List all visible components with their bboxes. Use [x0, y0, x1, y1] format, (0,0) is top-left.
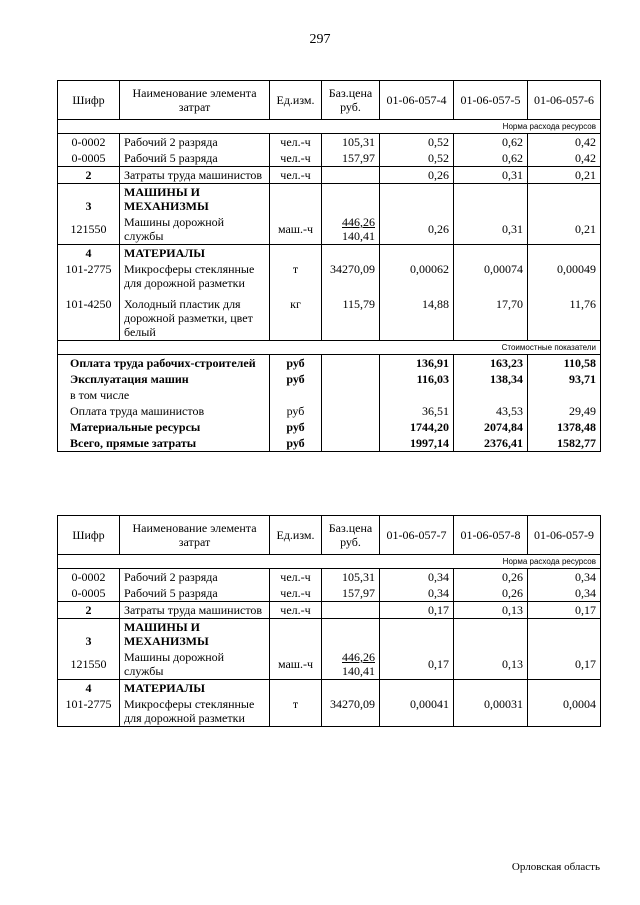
row-name: Рабочий 5 разряда — [120, 585, 270, 602]
header-row — [58, 81, 601, 120]
cost-value-2: 163,23 — [454, 355, 528, 372]
header-price: Баз.цена руб. — [322, 81, 380, 120]
row-value-3: 0,0004 — [528, 696, 601, 727]
row-code: 0-0005 — [58, 585, 120, 602]
row-unit: чел.-ч — [270, 167, 322, 184]
header-price: Баз.цена руб. — [322, 516, 380, 555]
row-code: 4 — [58, 245, 120, 262]
row-name: МАШИНЫ И МЕХАНИЗМЫ — [120, 619, 270, 650]
row-value-3: 0,21 — [528, 214, 601, 245]
table-row — [58, 134, 601, 151]
row-code: 3 — [58, 619, 120, 650]
row-code: 4 — [58, 680, 120, 697]
row-value-2: 0,13 — [454, 649, 528, 680]
row-value-1: 0,34 — [380, 585, 454, 602]
norm-label-row — [58, 120, 601, 134]
row-name: Микросферы стеклянные для дорожной разметки — [120, 261, 270, 291]
row-value-1: 0,34 — [380, 569, 454, 586]
row-value-2: 0,26 — [454, 569, 528, 586]
row-value-1: 0,52 — [380, 150, 454, 167]
row-unit: кг — [270, 291, 322, 341]
row-code: 3 — [58, 184, 120, 215]
row-price — [322, 602, 380, 619]
row-name: Машины дорожной службы — [120, 649, 270, 680]
price-primary: 446,26 — [342, 650, 375, 664]
cost-unit: руб — [270, 435, 322, 452]
cost-value-2: 43,53 — [454, 403, 528, 419]
resource-norm-table-1 — [57, 80, 601, 452]
price-secondary: 140,41 — [342, 229, 375, 243]
cost-value-3: 1378,48 — [528, 419, 601, 435]
row-unit: чел.-ч — [270, 585, 322, 602]
row-value-3: 0,00049 — [528, 261, 601, 291]
row-code: 101-2775 — [58, 261, 120, 291]
row-value-2: 0,13 — [454, 602, 528, 619]
table-row — [58, 585, 601, 602]
cost-value-3: 1582,77 — [528, 435, 601, 452]
table-row — [58, 150, 601, 167]
row-value-2: 0,62 — [454, 134, 528, 151]
row-price — [322, 167, 380, 184]
row-value-2: 17,70 — [454, 291, 528, 341]
row-value-3: 0,21 — [528, 167, 601, 184]
cost-row — [58, 371, 601, 387]
row-unit: чел.-ч — [270, 602, 322, 619]
header-col-1: 01-06-057-7 — [380, 516, 454, 555]
cost-value-1: 136,91 — [380, 355, 454, 372]
row-value-1: 0,52 — [380, 134, 454, 151]
header-col-1: 01-06-057-4 — [380, 81, 454, 120]
table-row — [58, 214, 601, 245]
cost-name: Оплата труда машинистов — [58, 403, 270, 419]
norm-label-row — [58, 555, 601, 569]
header-unit: Ед.изм. — [270, 81, 322, 120]
price-secondary: 140,41 — [342, 664, 375, 678]
row-value-1: 0,00041 — [380, 696, 454, 727]
header-row — [58, 516, 601, 555]
row-price: 105,31 — [322, 134, 380, 151]
row-code: 121550 — [58, 649, 120, 680]
row-code: 0-0002 — [58, 569, 120, 586]
cost-name: Эксплуатация машин — [58, 371, 270, 387]
footer-region-label: Орловская область — [511, 861, 600, 873]
row-name: МАТЕРИАЛЫ — [120, 245, 270, 262]
header-col-3: 01-06-057-9 — [528, 516, 601, 555]
table-row — [58, 167, 601, 184]
row-name: Рабочий 2 разряда — [120, 569, 270, 586]
cost-unit: руб — [270, 403, 322, 419]
row-value-3: 0,17 — [528, 602, 601, 619]
page-number: 297 — [309, 32, 331, 47]
table-row — [58, 261, 601, 291]
row-value-1: 0,17 — [380, 602, 454, 619]
row-name: Затраты труда машинистов — [120, 167, 270, 184]
row-price — [322, 214, 380, 245]
cost-value-1: 36,51 — [380, 403, 454, 419]
cost-name: Оплата труда рабочих-строителей — [58, 355, 270, 372]
row-code: 0-0005 — [58, 150, 120, 167]
row-value-3: 0,42 — [528, 150, 601, 167]
header-name: Наименование элемента затрат — [120, 81, 270, 120]
cost-name: Всего, прямые затраты — [58, 435, 270, 452]
row-price: 157,97 — [322, 150, 380, 167]
row-name: Рабочий 5 разряда — [120, 150, 270, 167]
row-unit: маш.-ч — [270, 649, 322, 680]
row-value-3: 11,76 — [528, 291, 601, 341]
row-value-2: 0,00074 — [454, 261, 528, 291]
row-name: Рабочий 2 разряда — [120, 134, 270, 151]
row-value-2: 0,26 — [454, 585, 528, 602]
row-price: 34270,09 — [322, 261, 380, 291]
cost-value-2: 2376,41 — [454, 435, 528, 452]
header-code: Шифр — [58, 81, 120, 120]
cost-value-3: 110,58 — [528, 355, 601, 372]
row-price: 105,31 — [322, 569, 380, 586]
row-name: Машины дорожной службы — [120, 214, 270, 245]
row-code: 101-4250 — [58, 291, 120, 341]
cost-label: Стоимостные показатели — [58, 341, 601, 355]
header-code: Шифр — [58, 516, 120, 555]
row-unit: т — [270, 261, 322, 291]
row-value-1: 14,88 — [380, 291, 454, 341]
header-unit: Ед.изм. — [270, 516, 322, 555]
cost-name: в том числе — [58, 387, 270, 403]
cost-unit: руб — [270, 419, 322, 435]
row-code: 101-2775 — [58, 696, 120, 727]
row-name: Затраты труда машинистов — [120, 602, 270, 619]
table-row — [58, 649, 601, 680]
header-col-3: 01-06-057-6 — [528, 81, 601, 120]
row-value-2: 0,31 — [454, 214, 528, 245]
row-price: 34270,09 — [322, 696, 380, 727]
cost-name: Материальные ресурсы — [58, 419, 270, 435]
row-code: 2 — [58, 167, 120, 184]
row-code: 121550 — [58, 214, 120, 245]
header-name: Наименование элемента затрат — [120, 516, 270, 555]
row-value-3: 0,34 — [528, 585, 601, 602]
cost-value-1: 1744,20 — [380, 419, 454, 435]
row-unit: чел.-ч — [270, 134, 322, 151]
table-row — [58, 569, 601, 586]
row-price — [322, 649, 380, 680]
row-value-2: 0,31 — [454, 167, 528, 184]
row-code: 2 — [58, 602, 120, 619]
row-code: 0-0002 — [58, 134, 120, 151]
norm-label: Норма расхода ресурсов — [58, 555, 601, 569]
cost-row — [58, 403, 601, 419]
row-name: Микросферы стеклянные для дорожной разметки — [120, 696, 270, 727]
cost-value-1: 116,03 — [380, 371, 454, 387]
header-col-2: 01-06-057-5 — [454, 81, 528, 120]
cost-label-row — [58, 341, 601, 355]
cost-value-1: 1997,14 — [380, 435, 454, 452]
table-row — [58, 602, 601, 619]
row-value-1: 0,00062 — [380, 261, 454, 291]
table-row — [58, 619, 601, 650]
row-value-1: 0,26 — [380, 214, 454, 245]
row-name: МАТЕРИАЛЫ — [120, 680, 270, 697]
row-unit: маш.-ч — [270, 214, 322, 245]
cost-value-2: 2074,84 — [454, 419, 528, 435]
cost-value-3: 29,49 — [528, 403, 601, 419]
norm-label: Норма расхода ресурсов — [58, 120, 601, 134]
cost-unit: руб — [270, 355, 322, 372]
row-value-3: 0,17 — [528, 649, 601, 680]
header-col-2: 01-06-057-8 — [454, 516, 528, 555]
row-value-2: 0,62 — [454, 150, 528, 167]
row-value-1: 0,17 — [380, 649, 454, 680]
table-row — [58, 291, 601, 341]
row-value-1: 0,26 — [380, 167, 454, 184]
row-name: Холодный пластик для дорожной разметки, цвет белый — [120, 291, 270, 341]
row-name: МАШИНЫ И МЕХАНИЗМЫ — [120, 184, 270, 215]
cost-row — [58, 419, 601, 435]
row-value-3: 0,42 — [528, 134, 601, 151]
resource-norm-table-2 — [57, 515, 601, 727]
row-value-3: 0,34 — [528, 569, 601, 586]
cost-unit: руб — [270, 371, 322, 387]
table-row — [58, 696, 601, 727]
row-value-2: 0,00031 — [454, 696, 528, 727]
row-unit: чел.-ч — [270, 569, 322, 586]
row-price: 115,79 — [322, 291, 380, 341]
table-row — [58, 245, 601, 262]
table-row — [58, 680, 601, 697]
cost-row — [58, 435, 601, 452]
cost-row — [58, 387, 601, 403]
price-primary: 446,26 — [342, 215, 375, 229]
table-row — [58, 184, 601, 215]
row-unit: чел.-ч — [270, 150, 322, 167]
cost-row — [58, 355, 601, 372]
cost-value-2: 138,34 — [454, 371, 528, 387]
row-price: 157,97 — [322, 585, 380, 602]
cost-value-3: 93,71 — [528, 371, 601, 387]
row-unit: т — [270, 696, 322, 727]
